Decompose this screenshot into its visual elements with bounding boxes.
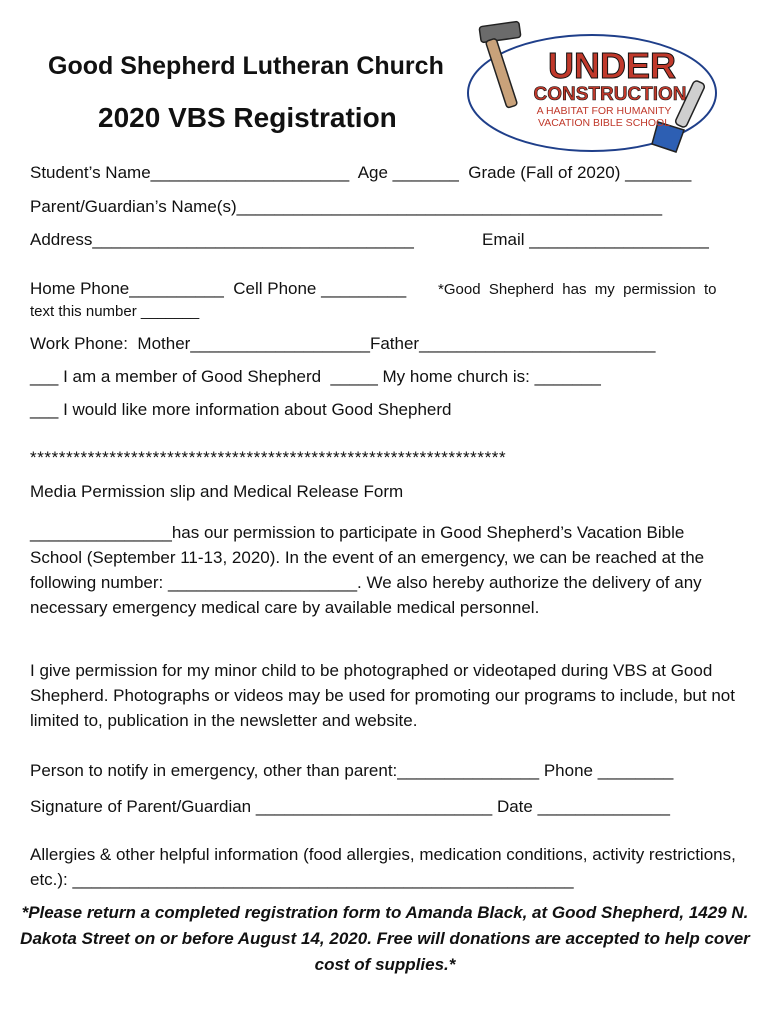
parent-line: Parent/Guardian’s Name(s)_____________________________________________ [30, 197, 663, 216]
address-line: Address__________________________________ [30, 230, 414, 249]
logo-habitat: A HABITAT FOR HUMANITY [536, 105, 672, 117]
medical-release-text: _______________has our permission to participate in Good Shepherd’s Vacation Bible School (September 11-13, 2020). In the event of an emergency, we can be reached at the following number: ____________________. We also hereby authorize the delivery of any necessary emergency medical care by available medical personnel. [30, 523, 705, 617]
under-construction-logo [462, 18, 722, 158]
logo-under: UNDER [547, 45, 677, 86]
logo-construction: CONSTRUCTION [533, 84, 687, 105]
member-checkbox-line: ___ I am a member of Good Shepherd _____ My home church is: _______ [30, 367, 601, 386]
page-title: 2020 VBS Registration [98, 102, 397, 133]
return-instructions: *Please return a completed registration form to Amanda Black, at Good Shepherd, 1429 N. Dakota Street on or before August 14, 2020. Free will donations are accepted to help cover cost of supplies.* [20, 903, 750, 974]
church-name: Good Shepherd Lutheran Church [48, 52, 444, 80]
signature-line: Signature of Parent/Guardian _________________________ Date ______________ [30, 797, 670, 816]
logo-vbs: VACATION BIBLE SCHOOL [537, 117, 671, 129]
email-line: Email ___________________ [482, 230, 709, 249]
text-permission: *Good Shepherd has my permission to [438, 281, 717, 298]
student-line: Student’s Name_____________________ Age _______ Grade (Fall of 2020) _______ [30, 163, 692, 182]
divider: ****************************************************************** [30, 448, 507, 467]
info-checkbox-line: ___ I would like more information about Good Shepherd [30, 400, 452, 419]
phone-line: Home Phone__________ Cell Phone _________ [30, 279, 407, 298]
emergency-contact-line: Person to notify in emergency, other than parent:_______________ Phone ________ [30, 761, 674, 780]
allergies-text: Allergies & other helpful information (food allergies, medication conditions, activity restrictions, etc.): _____________________________________________________ [30, 845, 736, 889]
section-title: Media Permission slip and Medical Release Form [30, 482, 404, 501]
work-phone-line: Work Phone: Mother___________________Father_________________________ [30, 334, 656, 353]
photo-permission-text: I give permission for my minor child to be photographed or videotaped during VBS at Good Shepherd. Photographs or videos may be used for promoting our programs to include, but not limited to, publication in the newsletter and website. [30, 661, 735, 730]
hammer-icon [479, 21, 521, 108]
text-permission-cont: text this number _______ [30, 303, 200, 320]
